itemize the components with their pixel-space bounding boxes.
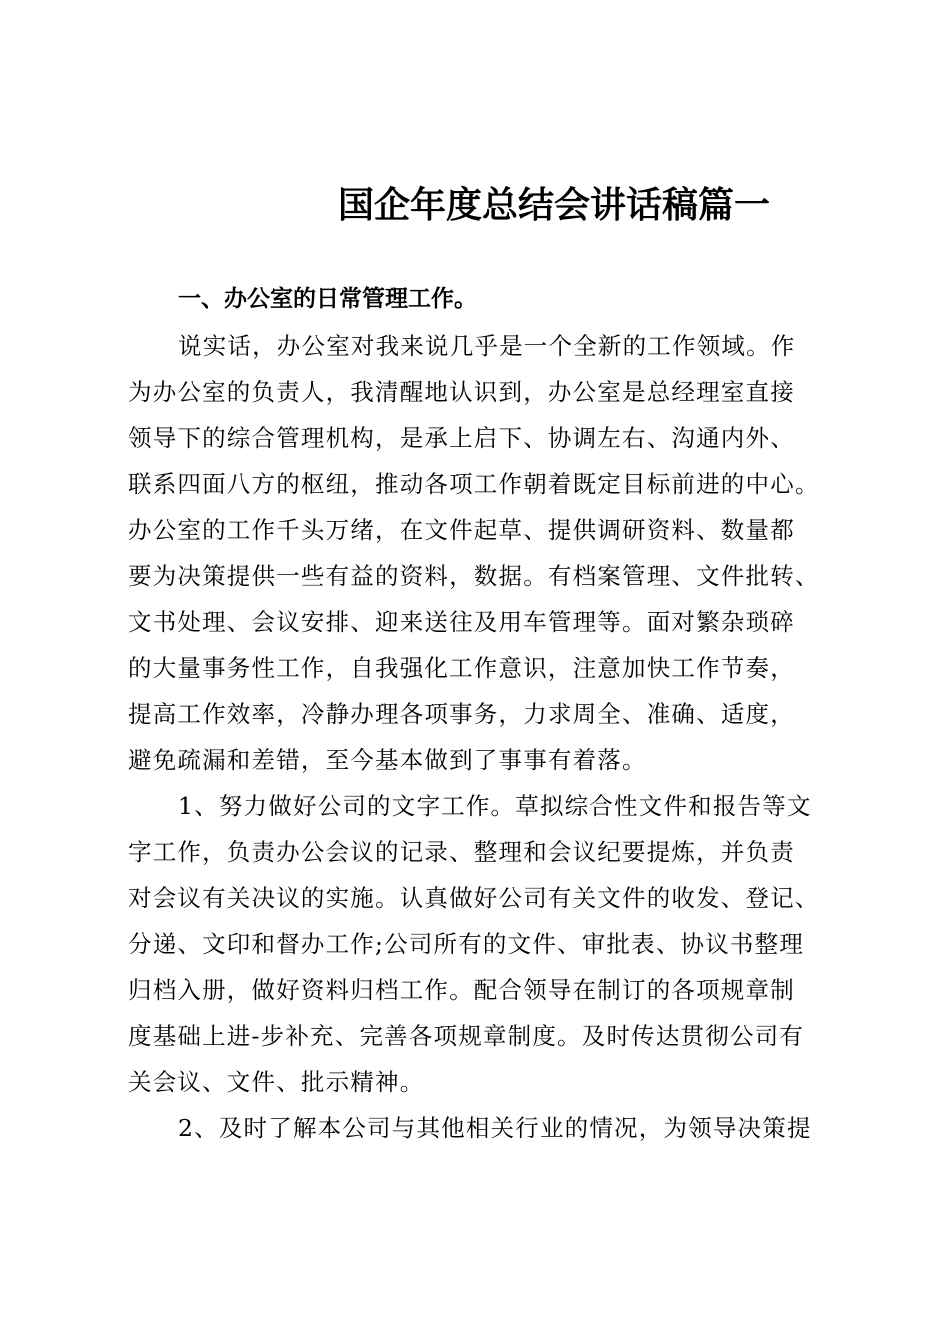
paragraph-line: 关会议、文件、批示精神。 <box>128 1068 425 1096</box>
paragraph-line: 说实话，办公室对我来说几乎是一个全新的工作领域。作 <box>178 332 796 360</box>
paragraph-line: 归档入册，做好资料归档工作。配合领导在制订的各项规章制 <box>128 976 795 1004</box>
paragraph-line: 1、努力做好公司的文字工作。草拟综合性文件和报告等文 <box>178 792 812 820</box>
paragraph-line: 分递、文印和督办工作;公司所有的文件、审批表、协议书整理 <box>128 930 805 958</box>
paragraph-line: 领导下的综合管理机构，是承上启下、协调左右、沟通内外、 <box>128 424 795 452</box>
paragraph-line: 2、及时了解本公司与其他相关行业的情况，为领导决策提 <box>178 1114 812 1142</box>
paragraph-line: 度基础上进-步补充、完善各项规章制度。及时传达贯彻公司有 <box>128 1022 805 1050</box>
paragraph-line: 字工作，负责办公会议的记录、整理和会议纪要提炼，并负责 <box>128 838 795 866</box>
paragraph-line: 提高工作效率，冷静办理各项事务，力求周全、准确、适度， <box>128 700 795 728</box>
paragraph-line: 文书处理、会议安排、迎来送往及用车管理等。面对繁杂琐碎 <box>128 608 795 636</box>
document-title: 国企年度总结会讲话稿篇一 <box>338 184 771 226</box>
paragraph-line: 的大量事务性工作，自我强化工作意识，注意加快工作节奏， <box>128 654 795 682</box>
paragraph-line: 对会议有关决议的实施。认真做好公司有关文件的收发、登记、 <box>128 884 820 912</box>
paragraph-line: 要为决策提供一些有益的资料，数据。有档案管理、文件批转、 <box>128 562 820 590</box>
paragraph-line: 避免疏漏和差错，至今基本做到了事事有着落。 <box>128 746 647 774</box>
paragraph-line: 联系四面八方的枢纽，推动各项工作朝着既定目标前进的中心。 <box>128 470 820 498</box>
section-heading: 一、办公室的日常管理工作。 <box>178 286 477 312</box>
paragraph-line: 为办公室的负责人，我清醒地认识到，办公室是总经理室直接 <box>128 378 795 406</box>
paragraph-line: 办公室的工作千头万绪，在文件起草、提供调研资料、数量都 <box>128 516 795 544</box>
